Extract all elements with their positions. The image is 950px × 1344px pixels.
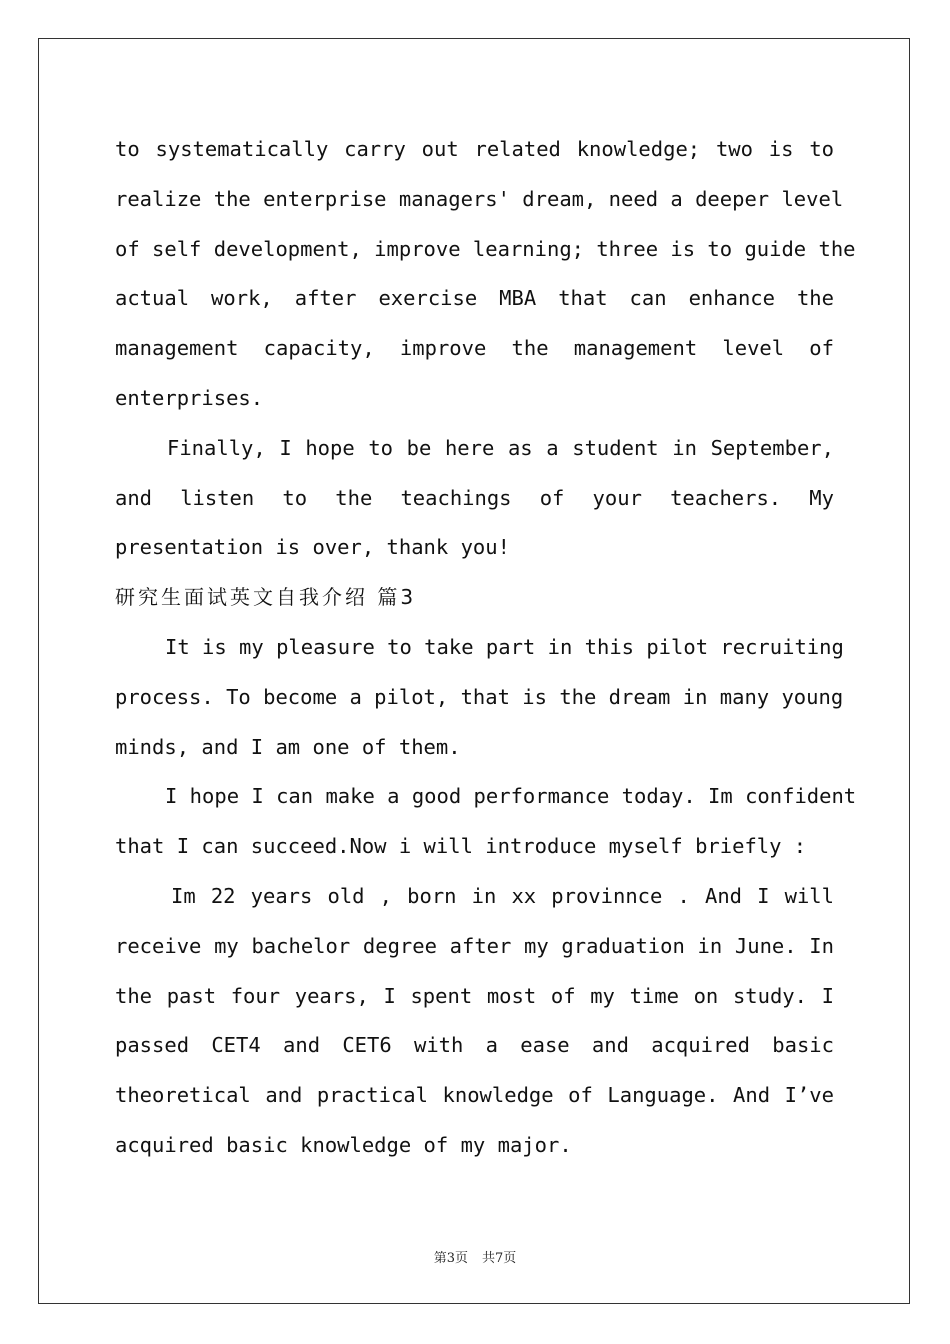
- paragraph-line: of self development, improve learning; three is to guide the: [115, 236, 856, 261]
- paragraph-line: Im 22 years old , born in xx provinnce . And I will: [171, 883, 834, 908]
- paragraph-line: It is my pleasure to take part in this pilot recruiting: [165, 634, 844, 659]
- paragraph-line: process. To become a pilot, that is the dream in many young: [115, 684, 844, 709]
- paragraph-line: to systematically carry out related knowledge; two is to: [115, 137, 834, 161]
- paragraph-line: the past four years, I spent most of my time on study. I: [115, 983, 834, 1008]
- section-heading: 研究生面试英文自我介绍 篇3: [115, 585, 417, 610]
- page-total: 共7页: [482, 1251, 517, 1266]
- paragraph-line: minds, and I am one of them.: [115, 734, 461, 759]
- page-number: 第3页: [433, 1251, 468, 1266]
- document-body: [115, 125, 857, 1171]
- paragraph-line: theoretical and practical knowledge of Language. And I’ve: [115, 1083, 834, 1108]
- paragraph-line: I hope I can make a good performance today. Im confident: [165, 784, 857, 809]
- paragraph-line: and listen to the teachings of your teachers. My: [115, 485, 834, 510]
- paragraph-line: enterprises.: [115, 385, 264, 410]
- paragraph-line: actual work, after exercise MBA that can enhance the: [115, 286, 834, 311]
- paragraph-line: passed CET4 and CET6 with a ease and acquired basic: [115, 1033, 834, 1058]
- paragraph-line: receive my bachelor degree after my graduation in June. In: [115, 933, 834, 958]
- paragraph-line: presentation is over, thank you!: [115, 535, 510, 560]
- paragraph-line: that I can succeed.Now i will introduce myself briefly :: [115, 834, 807, 859]
- paragraph-line: acquired basic knowledge of my major.: [115, 1132, 572, 1157]
- paragraph-line: realize the enterprise managers' dream, need a deeper level: [115, 186, 844, 211]
- page-footer: [0, 1247, 950, 1266]
- paragraph-line: Finally, I hope to be here as a student in September,: [167, 435, 834, 460]
- paragraph-line: management capacity, improve the management level of: [115, 336, 834, 361]
